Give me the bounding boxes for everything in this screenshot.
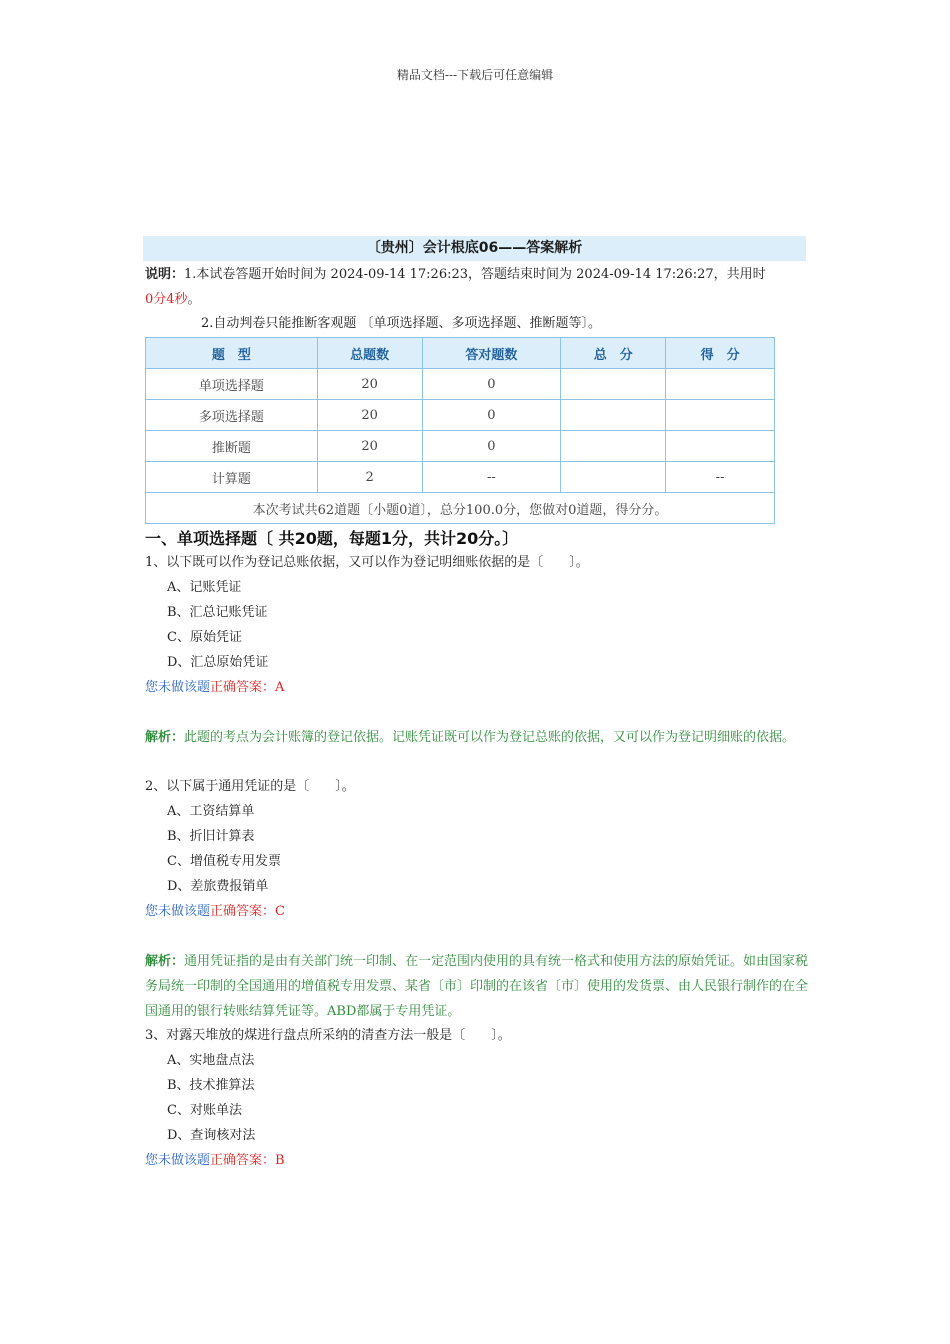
table-cell — [561, 369, 666, 400]
question-2-option-b: B、折旧计算表 — [167, 829, 255, 844]
correct-answer: 正确答案：C — [210, 904, 285, 919]
table-cell: 单项选择题 — [146, 369, 318, 400]
explanation-label: 解析： — [145, 730, 185, 745]
header-correct-count: 答对题数 — [422, 338, 561, 369]
table-cell: -- — [422, 462, 561, 493]
table-cell — [666, 369, 775, 400]
table-row — [146, 369, 775, 400]
question-3-answer — [145, 1148, 285, 1173]
table-cell: 多项选择题 — [146, 400, 318, 431]
section-title: 一、单项选择题〔 共20题，每题1分，共计20分。〕 — [145, 529, 519, 548]
table-summary-row — [146, 493, 775, 524]
page-title: 〔贵州〕会计根底06——答案解析 — [143, 236, 806, 261]
question-3-option-c: C、对账单法 — [167, 1103, 242, 1118]
description-line1: 1.本试卷答题开始时间为 2024-09-14 17:26:23，答题结束时间为 2024-09-14 17:26:27，共用时 — [184, 267, 766, 282]
question-3-option-a: A、实地盘点法 — [167, 1053, 255, 1068]
description-label: 说明： — [145, 267, 185, 282]
table-summary: 本次考试共62道题〔小题0道〕，总分100.0分，您做对0道题，得分分。 — [146, 493, 775, 524]
not-done-label: 您未做该题 — [145, 1153, 211, 1168]
question-3-text: 3、对露天堆放的煤进行盘点所采纳的清查方法一般是〔 〕。 — [145, 1028, 511, 1043]
table-cell: 20 — [317, 369, 422, 400]
header-total-score: 总 分 — [561, 338, 666, 369]
table-cell: 20 — [317, 400, 422, 431]
explanation-text: 通用凭证指的是由有关部门统一印制、在一定范围内使用的具有统一格式和使用方法的原始凭证。如由国家税务局统一印制的全国通用的增值税专用发票、某省〔市〕印制的在该省〔市〕使用的发货票、由人民银行制作的在全国通用的银行转账结算凭证等。ABD都属于专用凭证。 — [145, 954, 809, 1019]
header-type: 题 型 — [146, 338, 318, 369]
explanation-label: 解析： — [145, 954, 185, 969]
question-2-option-c: C、增值税专用发票 — [167, 854, 281, 869]
table-cell — [561, 462, 666, 493]
table-cell — [561, 400, 666, 431]
table-cell: 2 — [317, 462, 422, 493]
table-cell: 20 — [317, 431, 422, 462]
question-1-option-c: C、原始凭证 — [167, 630, 242, 645]
question-2-text: 2、以下属于通用凭证的是〔 〕。 — [145, 779, 355, 794]
table-cell — [666, 400, 775, 431]
table-cell: 0 — [422, 369, 561, 400]
question-3-option-b: B、技术推算法 — [167, 1078, 255, 1093]
not-done-label: 您未做该题 — [145, 904, 211, 919]
duration-text: 0分4秒 — [145, 292, 188, 307]
description-line2: 2.自动判卷只能推断客观题 〔单项选择题、多项选择题、推断题等〕。 — [201, 316, 602, 331]
question-1-answer — [145, 675, 284, 700]
question-1-explanation — [145, 725, 813, 750]
table-cell: -- — [666, 462, 775, 493]
table-cell — [666, 431, 775, 462]
question-3-option-d: D、查询核对法 — [167, 1128, 256, 1143]
table-row — [146, 462, 775, 493]
description-end: 。 — [187, 292, 201, 307]
table-cell: 计算题 — [146, 462, 318, 493]
correct-answer: 正确答案：B — [210, 1153, 285, 1168]
question-1-text: 1、以下既可以作为登记总账依据，又可以作为登记明细账依据的是〔 〕。 — [145, 555, 589, 570]
table-row — [146, 400, 775, 431]
table-cell — [561, 431, 666, 462]
question-1-option-a: A、记账凭证 — [167, 580, 242, 595]
description — [145, 262, 810, 312]
table-row — [146, 431, 775, 462]
header-total-count: 总题数 — [317, 338, 422, 369]
table-cell: 推断题 — [146, 431, 318, 462]
question-1-option-b: B、汇总记账凭证 — [167, 605, 268, 620]
question-2-option-a: A、工资结算单 — [167, 804, 255, 819]
table-cell: 0 — [422, 431, 561, 462]
question-2-option-d: D、差旅费报销单 — [167, 879, 269, 894]
not-done-label: 您未做该题 — [145, 680, 211, 695]
table-cell: 0 — [422, 400, 561, 431]
header-score: 得 分 — [666, 338, 775, 369]
question-2-explanation — [145, 949, 813, 1024]
score-table — [145, 337, 775, 524]
question-2-answer — [145, 899, 285, 924]
header-note: 精品文档---下载后可任意编辑 — [396, 68, 554, 82]
question-1-option-d: D、汇总原始凭证 — [167, 655, 269, 670]
table-header-row — [146, 338, 775, 369]
correct-answer: 正确答案：A — [210, 680, 285, 695]
explanation-text: 此题的考点为会计账簿的登记依据。记账凭证既可以作为登记总账的依据，又可以作为登记明细账的依据。 — [184, 730, 796, 745]
